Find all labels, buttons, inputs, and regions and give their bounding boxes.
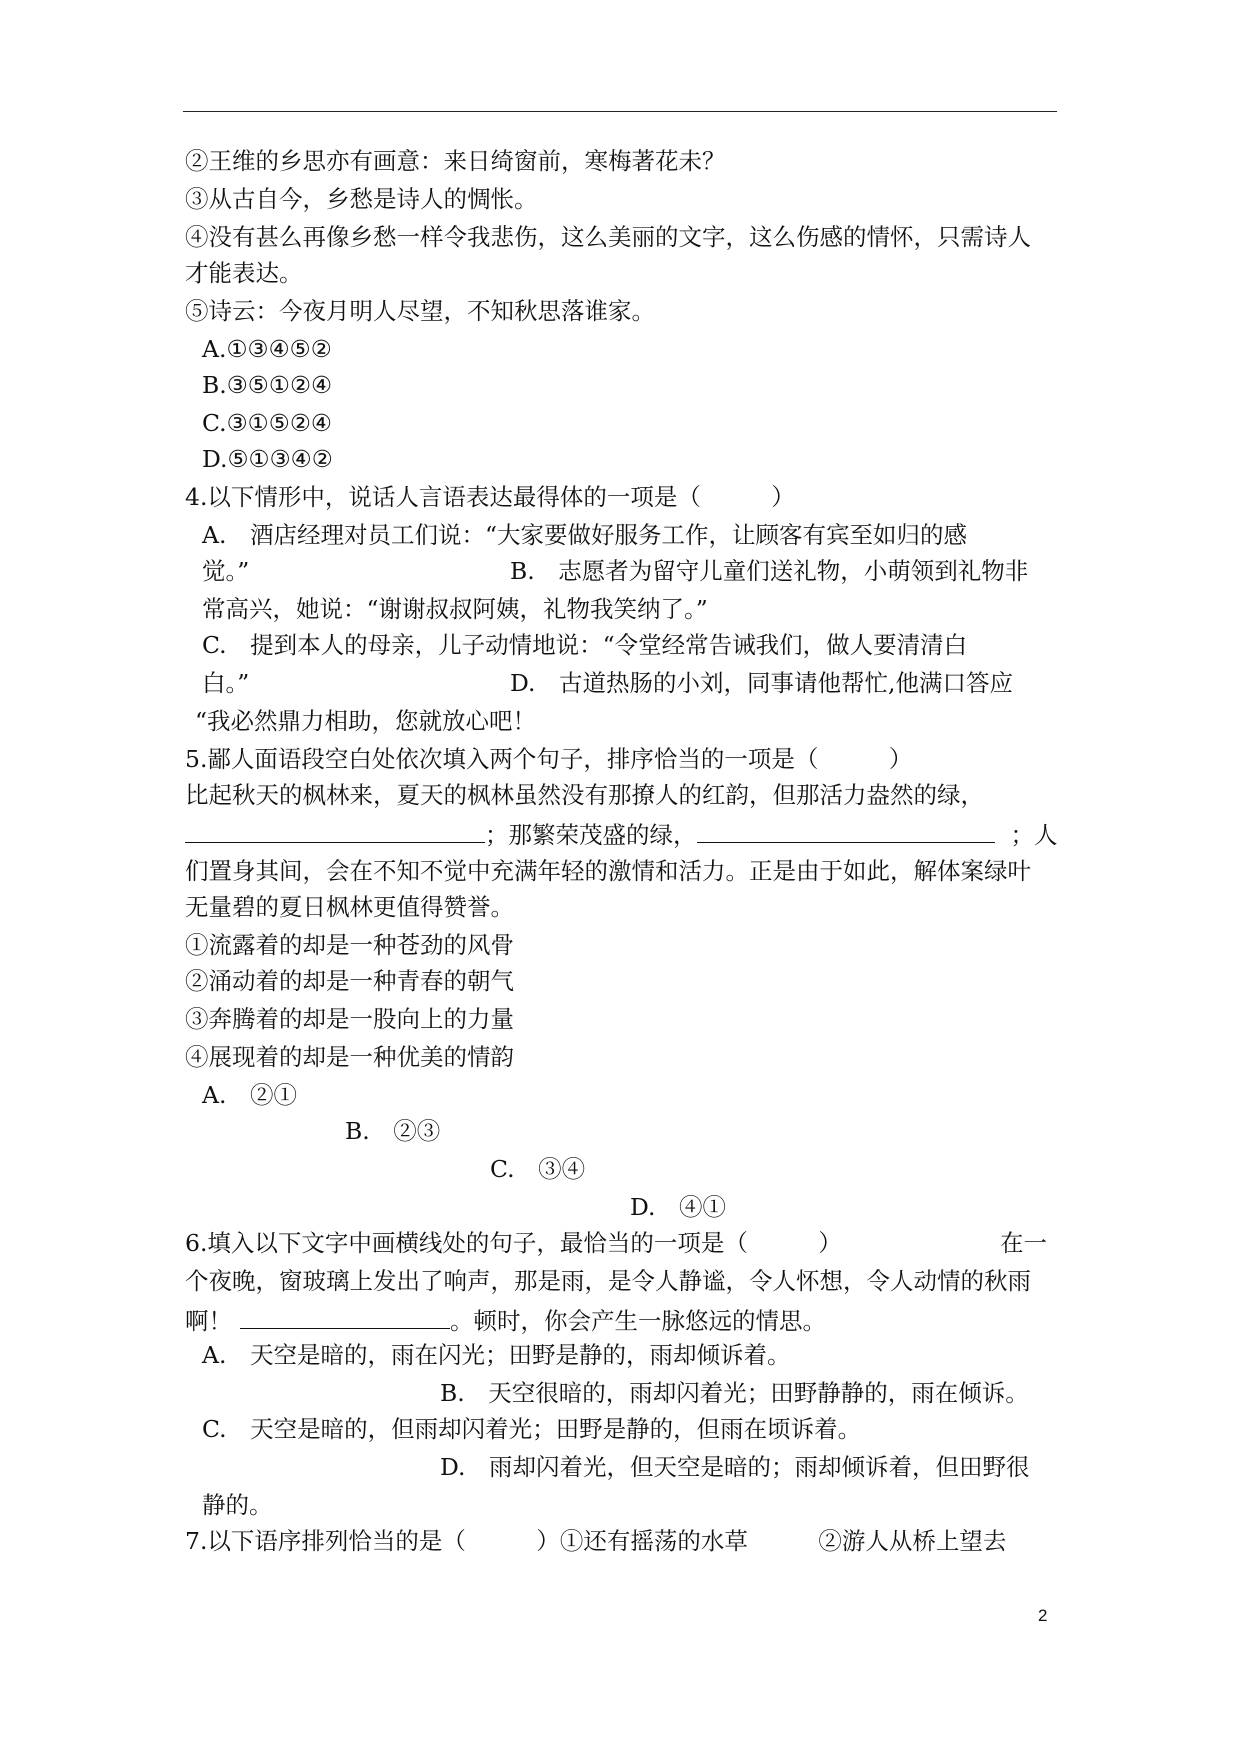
q6-option-c: C. 天空是暗的，但雨却闪着光；田野是静的，但雨在顷诉着。 — [202, 1415, 862, 1443]
text-line: ⑤诗云：今夜月明人尽望，不知秋思落谁家。 — [185, 297, 655, 325]
option-a: A.①③④⑤② — [202, 335, 332, 363]
q4-option-b: B. 志愿者为留守儿童们送礼物，小萌领到礼物非 — [510, 557, 1029, 585]
text-line: ③奔腾着的却是一股向上的力量 — [185, 1005, 514, 1033]
q5-option-a: A. ②① — [202, 1081, 297, 1109]
text-line: “我必然鼎力相助，您就放心吧！ — [195, 707, 537, 735]
blank-line — [697, 818, 995, 843]
q5-option-d: D. ④① — [630, 1193, 726, 1221]
text-line: 才能表达。 — [185, 259, 303, 287]
q6-option-a: A. 天空是暗的，雨在闪光；田野是静的，雨却倾诉着。 — [202, 1341, 791, 1369]
text-line: ④没有甚么再像乡愁一样令我悲伤，这么美丽的文字，这么伤感的情怀，只需诗人 — [185, 223, 1031, 251]
text-segment: 啊！ — [185, 1307, 232, 1335]
option-c: C.③①⑤②④ — [202, 409, 332, 437]
text-line — [185, 818, 1058, 850]
text-segment: ；那繁荣茂盛的绿， — [485, 821, 697, 849]
text-line: 在一 — [1000, 1229, 1047, 1257]
text-line: 白。” — [202, 669, 250, 697]
text-segment: ；人 — [1010, 821, 1058, 849]
header-rule — [183, 111, 1057, 112]
q6-option-d: D. 雨却闪着光，但天空是暗的；雨却倾诉着，但田野很 — [440, 1453, 1030, 1481]
q5-option-b: B. ②③ — [345, 1117, 441, 1145]
q4-option-d: D. 古道热肠的小刘，同事请他帮忙,他满口答应 — [510, 669, 1013, 697]
q4-option-c: C. 提到本人的母亲，儿子动情地说：“令堂经常告诫我们，做人要清清白 — [202, 631, 968, 659]
text-line: ①流露着的却是一种苍劲的风骨 — [185, 931, 514, 959]
text-segment: 。顿时，你会产生一脉悠远的情思。 — [450, 1307, 826, 1335]
text-line: 们置身其间，会在不知不觉中充满年轻的激情和活力。正是由于如此，解体案绿叶 — [185, 857, 1031, 885]
text-line: 比起秋天的枫林来，夏天的枫林虽然没有那撩人的红韵，但那活力盎然的绿， — [185, 781, 984, 809]
q4-option-a: A. 酒店经理对员工们说：“大家要做好服务工作，让顾客有宾至如归的感 — [202, 521, 967, 549]
option-b: B.③⑤①②④ — [202, 371, 333, 399]
text-line: 静的。 — [202, 1491, 273, 1519]
question-5: 5.鄙人面语段空白处依次填入两个句子，排序恰当的一项是（ ） — [185, 745, 913, 773]
question-7: 7.以下语序排列恰当的是（ ）①还有摇荡的水草 ②游人从桥上望去 — [185, 1527, 1007, 1555]
text-line: 觉。” — [202, 557, 250, 585]
text-line: ③从古自今，乡愁是诗人的惆怅。 — [185, 185, 538, 213]
text-line: 无量碧的夏日枫林更值得赞誉。 — [185, 893, 514, 921]
option-d: D.⑤①③④② — [202, 445, 333, 473]
text-line: 常高兴，她说：“谢谢叔叔阿姨，礼物我笑纳了。” — [202, 595, 708, 623]
page-number: 2 — [1038, 1606, 1048, 1625]
text-line — [185, 1304, 826, 1336]
text-line: 个夜晚，窗玻璃上发出了响声，那是雨，是令人静谧，令人怀想，令人动情的秋雨 — [185, 1267, 1031, 1295]
text-line: ②涌动着的却是一种青春的朝气 — [185, 967, 514, 995]
q6-option-b: B. 天空很暗的，雨却闪着光；田野静静的，雨在倾诉。 — [440, 1379, 1029, 1407]
question-4: 4.以下情形中，说话人言语表达最得体的一项是（ ） — [185, 483, 795, 511]
q5-option-c: C. ③④ — [490, 1155, 586, 1183]
question-6: 6.填入以下文字中画横线处的句子，最恰当的一项是（ ） — [185, 1229, 842, 1257]
blank-line — [240, 1304, 450, 1329]
text-line: ②王维的乡思亦有画意：来日绮窗前，寒梅著花未？ — [185, 147, 726, 175]
blank-line — [185, 818, 485, 843]
text-line: ④展现着的却是一种优美的情韵 — [185, 1043, 514, 1071]
